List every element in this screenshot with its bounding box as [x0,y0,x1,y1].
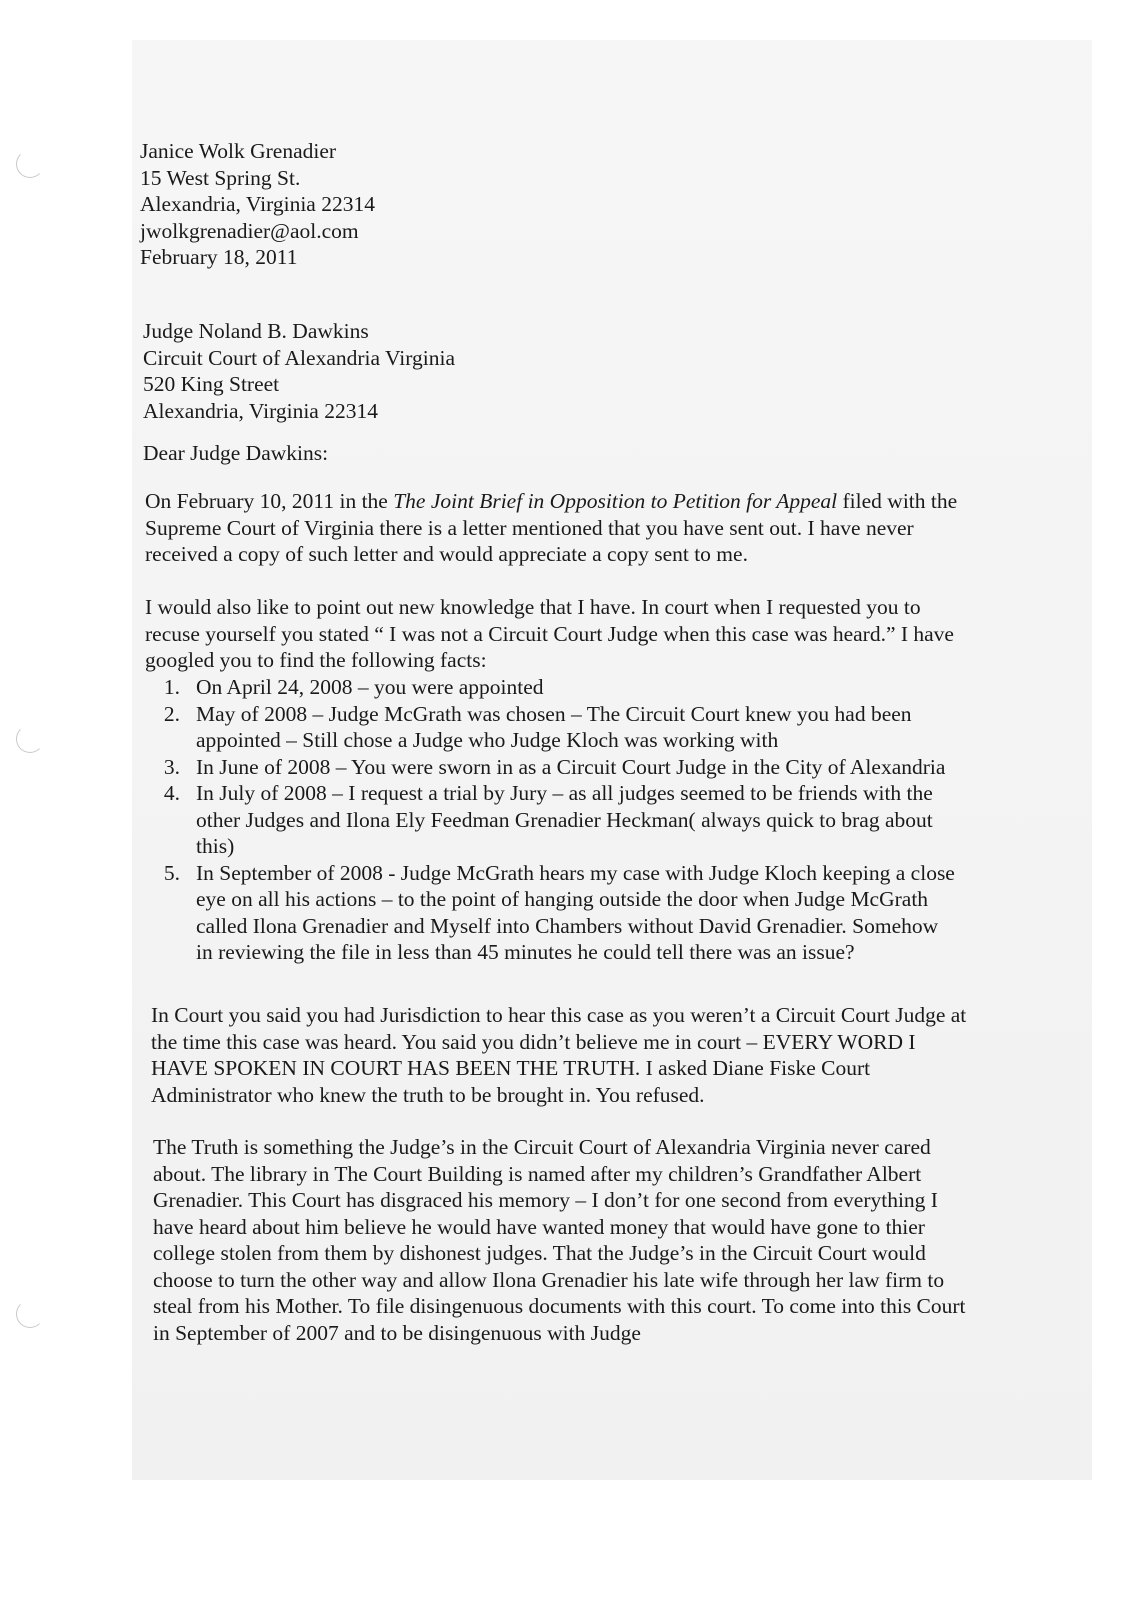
fact-text: In June of 2008 – You were sworn in as a Circuit Court Judge in the City of Alexandria [196,754,946,779]
sender-name: Janice Wolk Grenadier [140,139,337,163]
facts-list [140,674,960,966]
paragraph-letter-request [145,488,965,568]
letter-date: February 18, 2011 [140,245,298,269]
recipient-city: Alexandria, Virginia 22314 [143,398,378,423]
para1-tail: filed with the Supreme Court of Virginia there is a letter mentioned that you have sent out. I have never received a copy of such letter and would appreciate a copy sent to me. [145,489,958,566]
fact-number: 5. [163,860,180,885]
fact-text: May of 2008 – Judge McGrath was chosen – The Circuit Court knew you had been appointed – Still chose a Judge who Judge Kloch was working with [196,701,912,752]
sender-email: jwolkgrenadier@aol.com [140,218,359,243]
sender-street: 15 West Spring St. [140,165,301,190]
recipient-court: Circuit Court of Alexandria Virginia [143,345,456,370]
brief-title: The Joint Brief in Opposition to Petition for Appeal [393,489,838,513]
fact-number: 2. [163,701,180,726]
sender-city: Alexandria, Virginia 22314 [140,192,375,216]
salutation: Dear Judge Dawkins: [143,441,329,465]
paragraph-truth: The Truth is something the Judge’s in the Circuit Court of Alexandria Virginia never cared about. The library in The Court Building is named after my children’s Grandfather Albert Grenadier. This Court has disgraced his memory – I don’t for one second from everything I have heard about him believe he would have wanted money that would have gone to thier college stolen from them by dishonest judges. That the Judge’s in the Circuit Court would choose to turn the other way and allow Ilona Grenadier his late wife through her law firm to steal from his Mother. To file disingenuous documents with this court. To come into this Court in September of 2007 and to be disingenuous with Judge [153,1135,966,1345]
recipient-address-block [143,318,983,424]
paragraph-recusal: I would also like to point out new knowledge that I have. In court when I requested you to recuse yourself you stated “ I was not a Circuit Court Judge when this case was heard.” I have googled you to find the following facts: [145,595,954,672]
fact-item [140,701,960,754]
fact-number: 1. [163,675,180,699]
fact-item [140,780,960,860]
paragraph-jurisdiction: In Court you said you had Jurisdiction to hear this case as you weren’t a Circuit Court Judge at the time this case was heard. You said you didn’t believe me in court – EVERY WORD I HAVE SPOKEN IN COURT HAS BEEN THE TRUTH. I asked Diane Fiske Court Administrator who knew the truth to be brought in. You refused. [151,1003,967,1107]
para1-lead: On February 10, 2011 in the [145,489,394,513]
sender-address-block [140,138,980,271]
fact-number: 3. [163,754,180,779]
fact-item [140,754,960,781]
fact-number: 4. [163,781,180,805]
fact-text: In July of 2008 – I request a trial by Jury – as all judges seemed to be friends with the other Judges and Ilona Ely Feedman Grenadier Heckman( always quick to brag about this) [196,781,933,858]
fact-item [140,674,960,701]
fact-text: On April 24, 2008 – you were appointed [196,675,544,699]
recipient-street: 520 King Street [143,372,280,396]
fact-text: In September of 2008 - Judge McGrath hears my case with Judge Kloch keeping a close eye on all his actions – to the point of hanging outside the door when Judge McGrath called Ilona Grenadier and Myself into Chambers without David Grenadier. Somehow in reviewing the file in less than 45 minutes he could tell there was an issue? [196,860,955,964]
recipient-name: Judge Noland B. Dawkins [143,319,369,343]
fact-item [140,860,960,966]
